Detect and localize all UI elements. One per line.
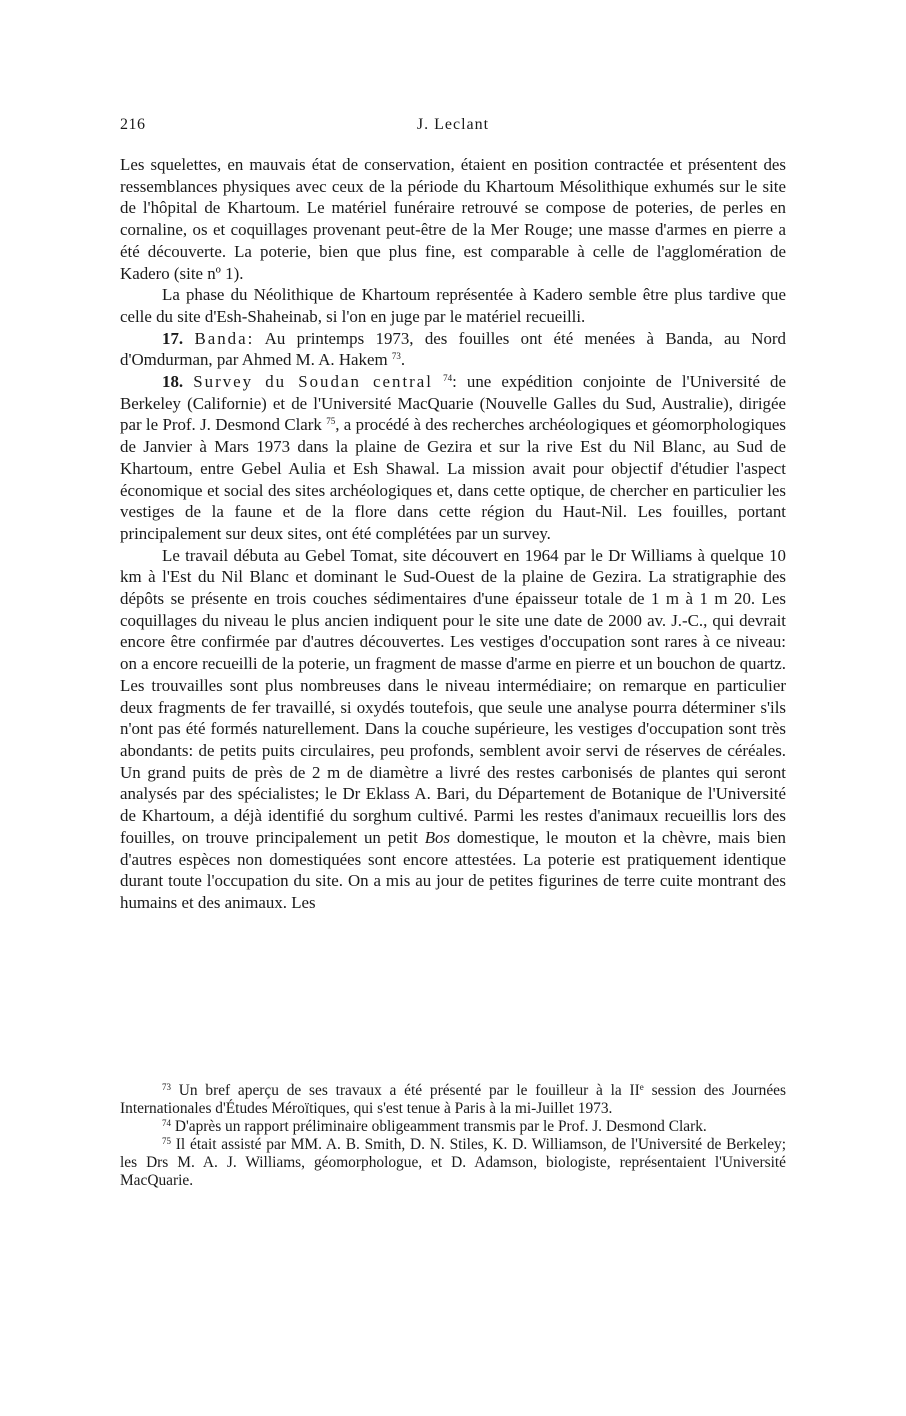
paragraph-skeletons: Les squelettes, en mauvais état de conservation, étaient en position contractée et présentent des ressemblances physiques avec ceux de la période du Khartoum Mésolithique exhumés sur le site de l'hôpital de Khartoum. Le matériel funéraire retrouvé se compose de poteries, de perles en cornaline, os et coquillages provenant peut-être de la Mer Rouge; une masse d'armes en pierre a été découverte. La poterie, bien que plus fine, est comparable à celle de l'agglomération de Kadero (site nº 1). bbox=[120, 155, 786, 283]
section-number: 17. bbox=[162, 328, 184, 348]
italic-term: Bos bbox=[424, 827, 451, 847]
paragraph-neolithic: La phase du Néolithique de Khartoum représentée à Kadero semble être plus tardive que celle du site d'Esh-Shaheinab, si l'on en juge par le matériel recueilli. bbox=[120, 285, 786, 326]
footnote-75: $^{75}$ Il était assisté par MM. A. B. Smith, D. N. Stiles, K. D. Williamson, de l'Université de Berkeley; les Drs M. A. J. Williams, géomorphologue, et D. Adamson, biologiste, représentaient l'Université MacQuarie. bbox=[120, 1135, 786, 1189]
footnote-73: $^{73}$ Un bref aperçu de ses travaux a été présenté par le fouilleur à la IIe session des Journées Internationales d'Études Méroïtiques, qui s'est tenue à Paris à la mi-Juillet 1973. bbox=[120, 1082, 786, 1117]
footnote-number: 75 bbox=[162, 1135, 171, 1146]
paragraph-gebel-tomat: Le travail débuta au Gebel Tomat, site découvert en 1964 par le Dr Williams à quelque 10 km à l'Est du Nil Blanc et dominant le Sud-Ouest de la plaine de Gezira. La stratigraphie des dépôts se présente en trois couches sédimentaires d'une épaisseur totale de 1 m à 1 m 20. Les coquillages du niveau le plus ancien indiquent pour le site une date de 2000 av. J.-C., qui devrait encore être confirmée par d'autres découvertes. Les vestiges d'occupation sont rares à ce niveau: on a encore recueilli de la poterie, un fragment de masse d'arme en pierre et un bouchon de quartz. Les trouvailles sont plus nombreuses dans le niveau intermédiaire; on remarque en particulier deux fragments de fer travaillé, si oxydés toutefois, que seule une analyse pourra déterminer s'ils n'ont pas été formés naturellement. Dans la couche supérieure, les vestiges d'occupation sont très abondants: de petits puits circulaires, peu profonds, semblent avoir servi de réserves de céréales. Un grand puits de près de 2 m de diamètre a livré des restes carbonisés de plantes qui seront analysés par des spécialistes; le Dr Eklass A. Bari, du Département de Botanique de l'Université de Khartoum, a déjà identifié du sorghum cultivé. Parmi les restes d'animaux recueillis lors des fouilles, on trouve principalement un petit Bos domestique, le mouton et la chèvre, mais bien d'autres espèces non domestiquées sont encore attestées. La poterie est pratiquement identique durant toute l'occupation du site. On a mis au jour de petites figurines de terre cuite montrant des humains et des animaux. Les bbox=[120, 545, 786, 912]
footnote-ref: 73 bbox=[391, 351, 401, 362]
running-head bbox=[120, 116, 786, 138]
body-text bbox=[120, 154, 786, 914]
footnote-number: 74 bbox=[162, 1117, 171, 1128]
footnotes bbox=[120, 1082, 786, 1189]
page-number: 216 bbox=[120, 116, 146, 133]
footnote-ref: 75 bbox=[326, 416, 336, 427]
section-name: Banda: bbox=[194, 328, 255, 348]
paragraph-survey: 18. Survey du Soudan central $^{74}$: une expédition conjointe de l'Université de Berkeley (Californie) et de l'Université MacQuarie (Nouvelle Galles du Sud, Australie), dirigée par le Prof. J. Desmond Clark $^{75}$, a procédé à des recherches archéologiques et géomorphologiques de Janvier à Mars 1973 dans la plaine de Gezira et sur la rive Est du Nil Blanc, au Sud de Khartoum, entre Gebel Aulia et Esh Shawal. La mission avait pour objectif d'étudier l'aspect économique et social des sites archéologiques et, dans cette optique, de chercher en particulier les vestiges de la faune et de la flore dans cette région du Haut-Nil. Les fouilles, portant principalement sur deux sites, ont été complétées par un survey. bbox=[120, 372, 786, 543]
footnote-ref: 74 bbox=[443, 373, 453, 384]
footnote-74: $^{74}$ D'après un rapport préliminaire obligeamment transmis par le Prof. J. Desmond Clark. bbox=[162, 1117, 707, 1135]
paragraph-banda: 17. Banda: Au printemps 1973, des fouilles ont été menées à Banda, au Nord d'Omdurman, par Ahmed M. A. Hakem $^{73}$. bbox=[120, 328, 786, 370]
running-title: J. Leclant bbox=[416, 116, 490, 133]
section-number: 18. bbox=[162, 372, 184, 392]
section-name: Survey du Soudan central bbox=[193, 372, 433, 392]
footnote-number: 73 bbox=[162, 1082, 171, 1092]
